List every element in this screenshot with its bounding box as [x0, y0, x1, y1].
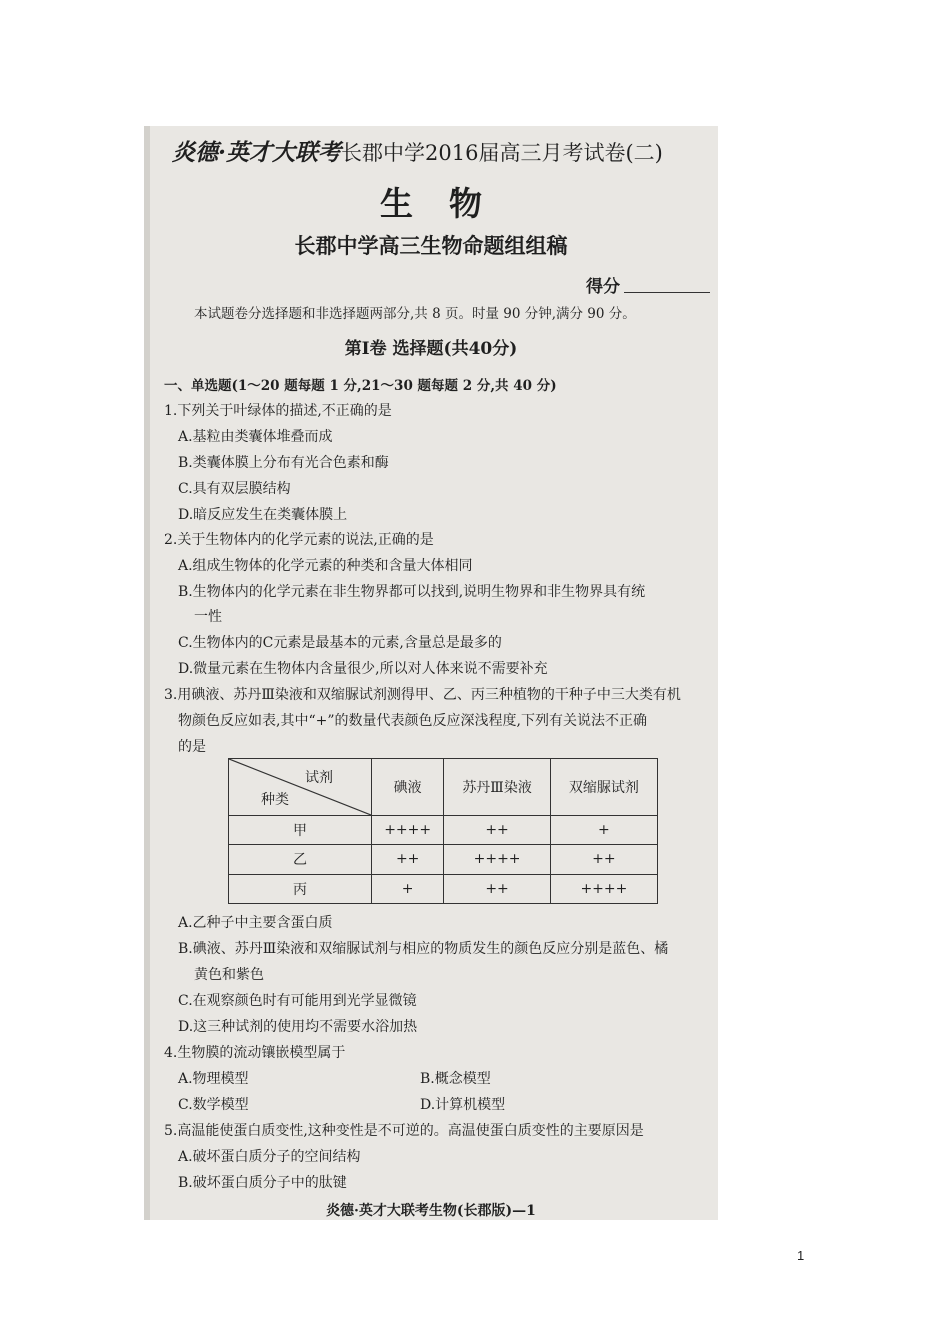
question-2-option-d: D.微量元素在生物体内含量很少,所以对人体来说不需要补充: [178, 661, 548, 677]
question-4-option-b: B.概念模型: [420, 1071, 491, 1087]
question-3-stem-line-3: 的是: [178, 739, 206, 755]
subject-title: 生物: [380, 184, 518, 223]
table-corner-cell: [229, 759, 372, 816]
table-cell: ++++: [550, 874, 657, 903]
question-2-option-b: B.生物体内的化学元素在非生物界都可以找到,说明生物界和非生物界具有统: [178, 584, 646, 600]
question-2-option-a: A.组成生物体的化学元素的种类和含量大体相同: [178, 558, 473, 574]
table-cell: ++: [444, 874, 550, 903]
table-cell: ++: [372, 845, 444, 874]
question-3-stem-line-1: 3.用碘液、苏丹Ⅲ染液和双缩脲试剂测得甲、乙、丙三种植物的干种子中三大类有机: [164, 687, 681, 703]
diagonal-divider: [229, 759, 371, 815]
table-row: [229, 874, 658, 903]
question-2-option-b-cont: 一性: [194, 609, 222, 625]
table-row: [229, 816, 658, 845]
scanned-exam-page: [144, 126, 718, 1220]
table-cell: ++: [550, 845, 657, 874]
corner-label-reagent: 试剂: [305, 770, 333, 786]
question-2-option-c: C.生物体内的C元素是最基本的元素,含量总是最多的: [178, 635, 502, 651]
page-footer: 炎德·英才大联考生物(长郡版)—1: [326, 1203, 536, 1219]
exam-header: [172, 134, 663, 167]
reagent-table: [228, 758, 658, 904]
question-4-stem: 4.生物膜的流动镶嵌模型属于: [164, 1045, 346, 1061]
question-3-option-b: B.碘液、苏丹Ⅲ染液和双缩脲试剂与相应的物质发生的颜色反应分别是蓝色、橘: [178, 941, 669, 957]
exam-intro: 本试题卷分选择题和非选择题两部分,共 8 页。时量 90 分钟,满分 90 分。: [194, 306, 636, 322]
question-1-stem: 1.下列关于叶绿体的描述,不正确的是: [164, 403, 392, 419]
table-cell: ++: [444, 816, 550, 845]
question-1-option-a: A.基粒由类囊体堆叠而成: [178, 429, 333, 445]
table-header-row: [229, 759, 658, 816]
table-cell: ++++: [372, 816, 444, 845]
score-label: 得分: [586, 277, 620, 297]
question-4-option-c: C.数学模型: [178, 1097, 249, 1113]
table-row-label: 丙: [229, 874, 372, 903]
table-row-label: 乙: [229, 845, 372, 874]
author-line: 长郡中学高三生物命题组组稿: [294, 233, 568, 258]
question-3-option-a: A.乙种子中主要含蛋白质: [178, 915, 333, 931]
exam-brand: 炎德·英才大联考: [172, 139, 342, 166]
question-1-option-b: B.类囊体膜上分布有光合色素和酶: [178, 455, 389, 471]
table-row: [229, 845, 658, 874]
table-column-header: 碘液: [372, 759, 444, 816]
table-cell: +: [550, 816, 657, 845]
page-number: 1: [797, 1248, 805, 1263]
part-title: 一、单选题(1～20 题每题 1 分,21～30 题每题 2 分,共 40 分): [164, 378, 557, 394]
question-4-option-a: A.物理模型: [178, 1071, 249, 1087]
question-3-option-c: C.在观察颜色时有可能用到光学显微镜: [178, 993, 417, 1009]
table-cell: ++++: [444, 845, 550, 874]
question-5-option-a: A.破坏蛋白质分子的空间结构: [178, 1149, 361, 1165]
question-2-stem: 2.关于生物体内的化学元素的说法,正确的是: [164, 532, 434, 548]
corner-label-species: 种类: [261, 792, 289, 808]
question-5-stem: 5.高温能使蛋白质变性,这种变性是不可逆的。高温使蛋白质变性的主要原因是: [164, 1123, 644, 1139]
question-1-option-c: C.具有双层膜结构: [178, 481, 291, 497]
table-column-header: 双缩脲试剂: [550, 759, 657, 816]
table-column-header: 苏丹Ⅲ染液: [444, 759, 550, 816]
question-1-option-d: D.暗反应发生在类囊体膜上: [178, 507, 348, 523]
score-blank: [624, 292, 710, 293]
exam-title: 长郡中学2016届高三月考试卷(二): [341, 141, 663, 165]
question-4-option-d: D.计算机模型: [420, 1097, 506, 1113]
question-3-option-d: D.这三种试剂的使用均不需要水浴加热: [178, 1019, 418, 1035]
question-3-stem-line-2: 物颜色反应如表,其中“+”的数量代表颜色反应深浅程度,下列有关说法不正确: [178, 713, 647, 729]
section-title: 第Ⅰ卷 选择题(共40分): [344, 339, 518, 359]
table-row-label: 甲: [229, 816, 372, 845]
question-3-option-b-cont: 黄色和紫色: [194, 967, 264, 983]
question-5-option-b: B.破坏蛋白质分子中的肽键: [178, 1175, 347, 1191]
table-cell: +: [372, 874, 444, 903]
